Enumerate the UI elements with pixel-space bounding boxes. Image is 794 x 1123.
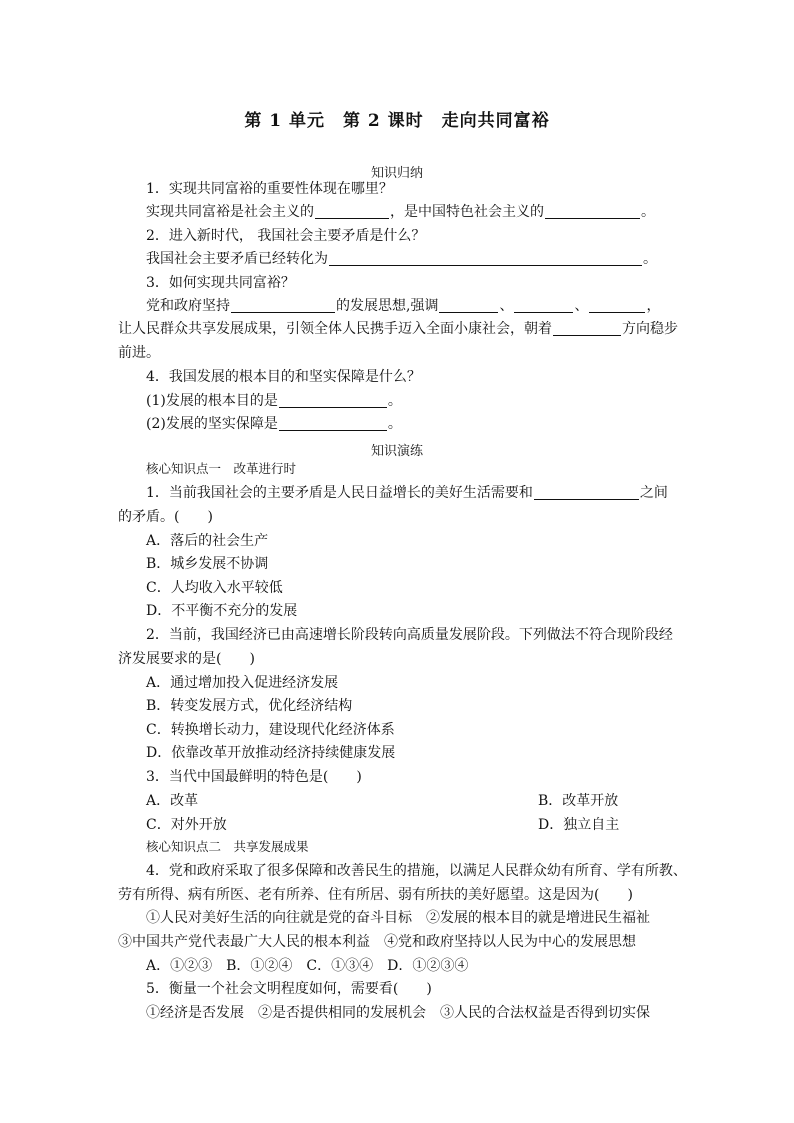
practice-5-items-line-1: ①经济是否发展 ②是否提供相同的发展机会 ③人民的合法权益是否得到切实保 [146,1005,650,1021]
section-heading-summary: 知识归纳 [370,166,423,181]
practice-1-option-a[interactable]: A．落后的社会生产 [146,533,269,549]
answer-blank[interactable] [589,298,645,313]
summary-question-2: 2．进入新时代， 我国社会主要矛盾是什么？ [146,228,426,244]
core-point-2-heading: 核心知识点二 共享发展成果 [146,839,309,854]
practice-4-stem-line-1: 4．党和政府采取了很多保障和改善民生的措施，以满足人民群众幼有所育、学有所教、 [146,863,687,879]
answer-blank[interactable] [279,393,387,408]
practice-4-items-line-1: ①人民对美好生活的向往就是党的奋斗目标 ②发展的根本目的就是增进民生福祉 [146,910,650,926]
answer-blank[interactable] [279,416,387,431]
practice-1-option-b[interactable]: B．城乡发展不协调 [146,556,269,572]
practice-4-options[interactable]: A．①②③ B．①②④ C．①③④ D．①②③④ [146,958,469,974]
practice-1-option-c[interactable]: C．人均收入水平较低 [146,580,283,596]
section-heading-practice: 知识演练 [370,444,423,459]
practice-2-option-d[interactable]: D．依靠改革开放推动经济持续健康发展 [146,745,396,761]
summary-question-4: 4．我国发展的根本目的和坚实保障是什么？ [146,369,421,385]
practice-1-stem-line-2: 的矛盾。( ) [118,509,213,525]
practice-2-option-a[interactable]: A．通过增加投入促进经济发展 [146,675,339,691]
summary-answer-4-1: (1)发展的根本目的是 。 [146,393,402,409]
practice-3-stem: 3．当代中国最鲜明的特色是( ) [146,769,362,785]
practice-2-option-b[interactable]: B．转变发展方式，优化经济结构 [146,698,353,714]
practice-5-stem: 5．衡量一个社会文明程度如何，需要看( ) [146,981,432,997]
practice-3-option-c[interactable]: C．对外开放 [146,817,227,833]
summary-answer-1: 实现共同富裕是社会主义的 ，是中国特色社会主义的 。 [146,204,655,220]
practice-2-stem-line-2: 济发展要求的是( ) [118,651,255,667]
answer-blank[interactable] [231,298,335,313]
answer-blank[interactable] [534,485,639,500]
practice-2-option-c[interactable]: C．转换增长动力，建设现代化经济体系 [146,722,395,738]
summary-question-3: 3．如何实现共同富裕？ [146,275,295,291]
practice-3-option-b[interactable]: B．改革开放 [538,793,619,809]
page-title: 第 1 单元 第 2 课时 走向共同富裕 [244,111,550,131]
summary-question-1: 1．实现共同富裕的重要性体现在哪里？ [146,181,393,197]
practice-1-stem-line-1: 1．当前我国社会的主要矛盾是人民日益增长的美好生活需要和 之间 [146,485,668,501]
summary-answer-3-line-2: 让人民群众共享发展成果，引领全体人民携手迈入全面小康社会，朝着 方向稳步 [118,321,678,337]
answer-blank[interactable] [329,251,642,266]
summary-answer-4-2: (2)发展的坚实保障是 。 [146,416,402,432]
practice-4-stem-line-2: 劳有所得、病有所医、老有所养、住有所居、弱有所扶的美好愿望。这是因为( ) [118,887,633,903]
practice-1-option-d[interactable]: D．不平衡不充分的发展 [146,603,298,619]
answer-blank[interactable] [553,321,621,336]
practice-2-stem-line-1: 2．当前，我国经济已由高速增长阶段转向高质量发展阶段。下列做法不符合现阶段经 [146,627,673,643]
summary-answer-3-line-3: 前进。 [118,345,160,361]
practice-4-items-line-2: ③中国共产党代表最广大人民的根本利益 ④党和政府坚持以人民为中心的发展思想 [118,934,636,950]
core-point-1-heading: 核心知识点一 改革进行时 [146,461,297,476]
answer-blank[interactable] [545,204,640,219]
summary-answer-2: 我国社会主要矛盾已经转化为 。 [146,251,657,267]
practice-3-option-a[interactable]: A．改革 [146,793,199,809]
practice-3-option-d[interactable]: D．独立自主 [538,817,620,833]
answer-blank[interactable] [439,298,498,313]
answer-blank[interactable] [514,298,573,313]
answer-blank[interactable] [315,204,389,219]
summary-answer-3-line-1: 党和政府坚持 的发展思想,强调 、 、 ， [146,298,661,314]
